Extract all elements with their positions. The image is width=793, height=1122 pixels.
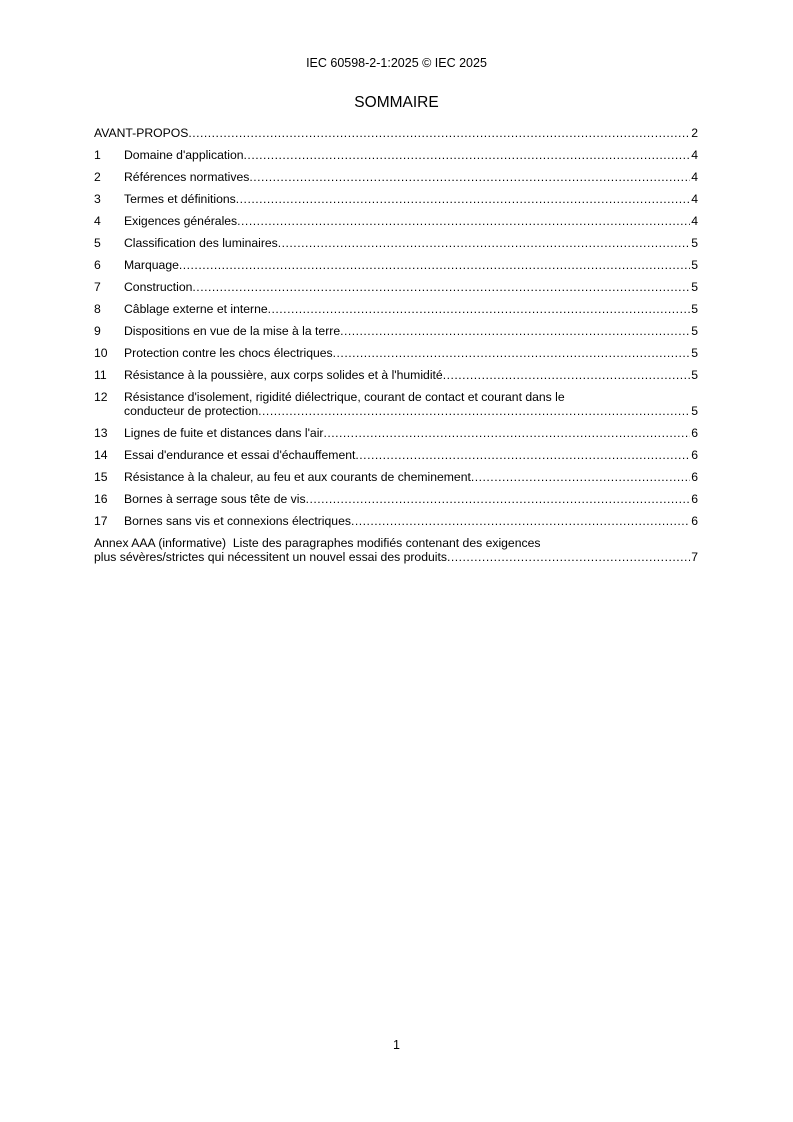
toc-leader-dots: [471, 470, 690, 484]
toc-entry-number: 9: [94, 324, 101, 338]
toc-entry-label: Protection contre les chocs électriques: [124, 346, 333, 360]
toc-entry-label: Exigences générales: [124, 214, 238, 228]
toc-entry-clause-9[interactable]: [94, 324, 698, 338]
toc-leader-dots: [333, 346, 691, 360]
toc-entry-page: 5: [691, 404, 698, 418]
toc-entry-number: 6: [94, 258, 101, 272]
toc-entry-clause-6[interactable]: [94, 258, 698, 272]
toc-entry-label: Câblage externe et interne: [124, 302, 268, 316]
toc-entry-number: 5: [94, 236, 101, 250]
toc-entry-page: 5: [691, 324, 698, 338]
toc-entry-page: 4: [691, 192, 698, 206]
toc-leader-dots: [340, 324, 690, 338]
toc-entry-page: 5: [691, 280, 698, 294]
toc-entry-clause-14[interactable]: [94, 448, 698, 462]
toc-leader-dots: [323, 426, 690, 440]
toc-entry-label: Bornes à serrage sous tête de vis: [124, 492, 306, 506]
toc-entry-clause-10[interactable]: [94, 346, 698, 360]
toc-entry-page: 5: [691, 258, 698, 272]
toc-entry-label-line-2: conducteur de protection: [124, 404, 259, 418]
toc-entry-clause-8[interactable]: [94, 302, 698, 316]
toc-entry-annex-aaa[interactable]: [94, 536, 698, 564]
toc-entry-clause-3[interactable]: [94, 192, 698, 206]
toc-entry-page: 2: [691, 126, 698, 140]
toc-entry-number: 10: [94, 346, 108, 360]
toc-entry-label: Références normatives: [124, 170, 250, 184]
toc-entry-page: 4: [691, 148, 698, 162]
toc-leader-dots: [278, 236, 690, 250]
toc-entry-number: 15: [94, 470, 108, 484]
toc-entry-page: 6: [691, 426, 698, 440]
toc-entry-page: 5: [691, 346, 698, 360]
toc-entry-number: 2: [94, 170, 101, 184]
toc-entry-page: 4: [691, 170, 698, 184]
toc-entry-clause-5[interactable]: [94, 236, 698, 250]
toc-entry-clause-13[interactable]: [94, 426, 698, 440]
toc-entry-label: Classification des luminaires: [124, 236, 278, 250]
toc-leader-dots: [237, 214, 690, 228]
toc-entry-clause-12[interactable]: [94, 390, 698, 418]
toc-entry-label: Termes et définitions: [124, 192, 236, 206]
toc-entry-clause-17[interactable]: [94, 514, 698, 528]
toc-leader-dots: [268, 302, 691, 316]
toc-leader-dots: [355, 448, 690, 462]
document-header: IEC 60598-2-1:2025 © IEC 2025: [306, 56, 487, 70]
toc-entry-number: 3: [94, 192, 101, 206]
toc-entry-page: 6: [691, 470, 698, 484]
toc-entry-number: 8: [94, 302, 101, 316]
toc-entry-page: 6: [691, 448, 698, 462]
toc-entry-label: Lignes de fuite et distances dans l'air: [124, 426, 324, 440]
toc-entry-page: 6: [691, 514, 698, 528]
toc-entry-label: Essai d'endurance et essai d'échauffement: [124, 448, 356, 462]
toc-entry-label-line-1: Résistance d'isolement, rigidité diélectrique, courant de contact et courant dans le: [124, 390, 565, 404]
toc-entry-clause-2[interactable]: [94, 170, 698, 184]
toc-entry-number: 14: [94, 448, 108, 462]
toc-entry-label: Bornes sans vis et connexions électriques: [124, 514, 351, 528]
toc-entry-label-line-2: plus sévères/strictes qui nécessitent un nouvel essai des produits: [94, 550, 447, 564]
toc-entry-clause-4[interactable]: [94, 214, 698, 228]
toc-entry-page: 6: [691, 492, 698, 506]
toc-leader-dots: [258, 404, 690, 418]
toc-entry-clause-15[interactable]: [94, 470, 698, 484]
toc-leader-dots: [249, 170, 690, 184]
toc-entry-number: 4: [94, 214, 101, 228]
table-of-contents: [94, 126, 698, 572]
toc-leader-dots: [351, 514, 690, 528]
toc-entry-label-line-1: Annex AAA (informative) Liste des paragraphes modifiés contenant des exigences: [94, 536, 541, 550]
toc-entry-label: AVANT-PROPOS: [94, 126, 189, 140]
toc-entry-number: 11: [94, 368, 107, 382]
toc-leader-dots: [244, 148, 691, 162]
toc-entry-number: 17: [94, 514, 108, 528]
toc-entry-clause-11[interactable]: [94, 368, 698, 382]
toc-entry-number: 12: [94, 390, 108, 404]
toc-leader-dots: [443, 368, 691, 382]
toc-entry-label: Construction: [124, 280, 193, 294]
toc-entry-number: 7: [94, 280, 101, 294]
toc-leader-dots: [188, 126, 690, 140]
toc-entry-page: 5: [691, 368, 698, 382]
toc-entry-label: Domaine d'application: [124, 148, 244, 162]
page-title: SOMMAIRE: [354, 94, 439, 111]
toc-entry-foreword[interactable]: [94, 126, 698, 140]
toc-leader-dots: [447, 550, 690, 564]
toc-entry-page: 7: [691, 550, 698, 564]
toc-entry-clause-16[interactable]: [94, 492, 698, 506]
toc-entry-clause-7[interactable]: [94, 280, 698, 294]
toc-entry-number: 16: [94, 492, 108, 506]
toc-entry-label: Résistance à la chaleur, au feu et aux courants de cheminement: [124, 470, 471, 484]
toc-entry-page: 5: [691, 236, 698, 250]
toc-entry-label: Dispositions en vue de la mise à la terre: [124, 324, 341, 338]
toc-entry-label: Marquage: [124, 258, 179, 272]
toc-entry-page: 5: [691, 302, 698, 316]
toc-leader-dots: [179, 258, 690, 272]
toc-entry-number: 1: [94, 148, 101, 162]
toc-leader-dots: [236, 192, 690, 206]
toc-entry-page: 4: [691, 214, 698, 228]
toc-entry-label: Résistance à la poussière, aux corps solides et à l'humidité: [124, 368, 443, 382]
page-number: 1: [393, 1038, 400, 1052]
toc-entry-clause-1[interactable]: [94, 148, 698, 162]
toc-entry-number: 13: [94, 426, 108, 440]
toc-leader-dots: [306, 492, 691, 506]
toc-leader-dots: [192, 280, 690, 294]
